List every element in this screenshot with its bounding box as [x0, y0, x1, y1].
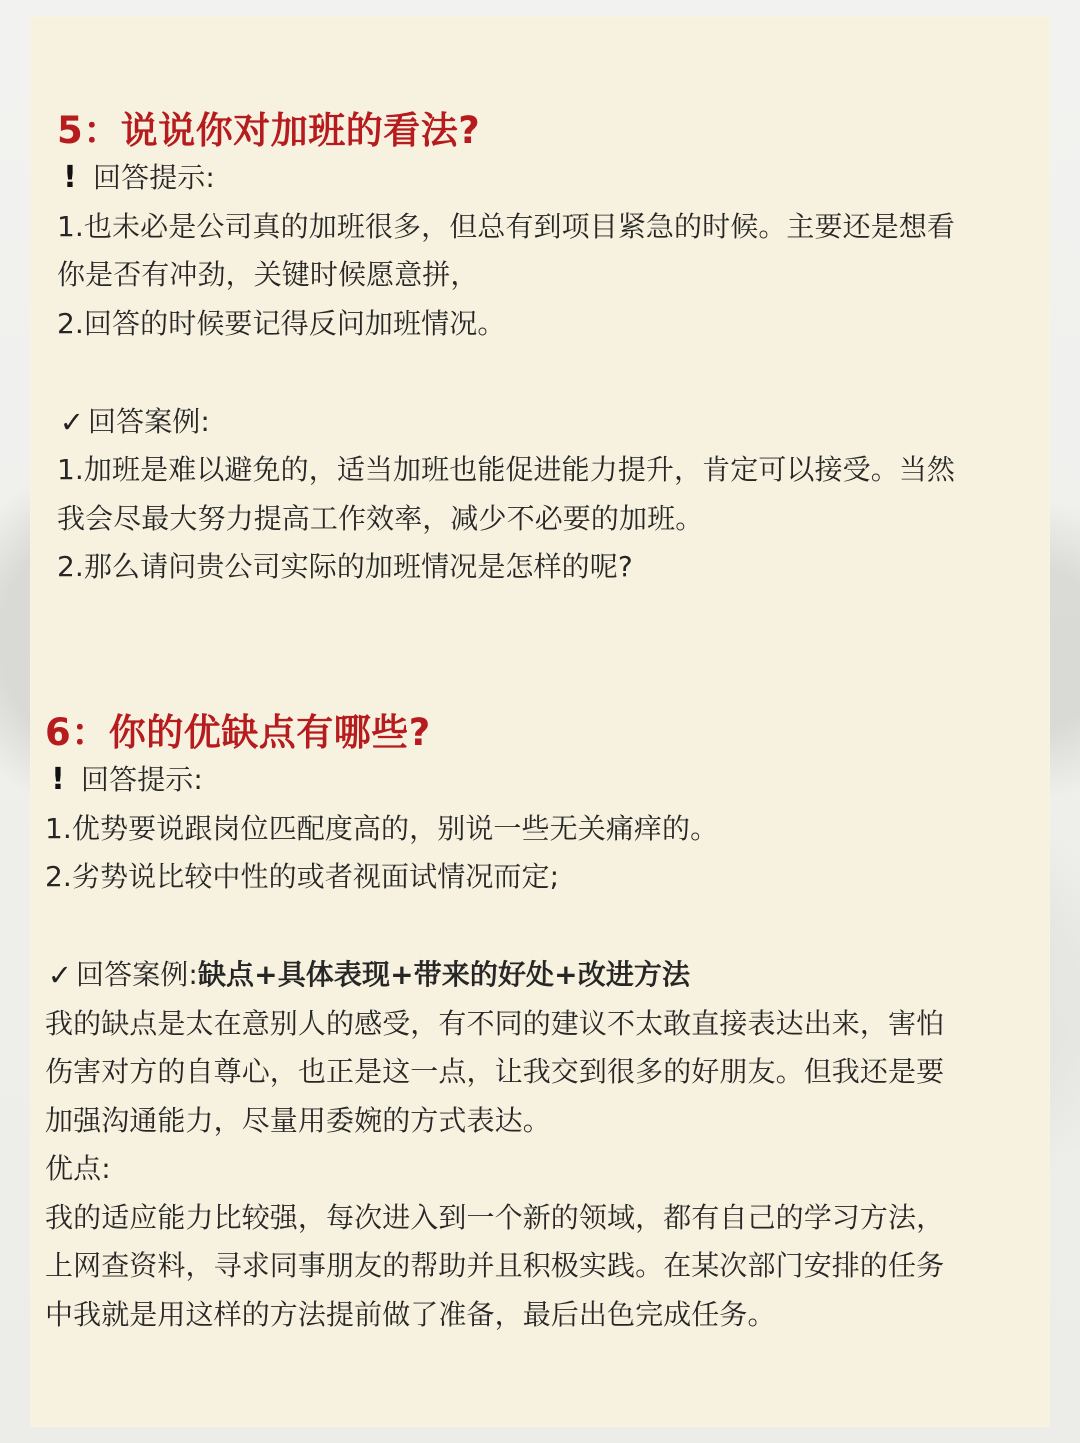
question-5-example-line-1: 1.加班是难以避免的，适当加班也能促进能力提升，肯定可以接受。当然 — [57, 453, 956, 486]
question-5-hint-label: 回答提示: — [93, 161, 215, 194]
checkmark-icon: ✓ — [47, 958, 73, 992]
question-6-section — [30, 710, 1050, 1339]
question-6-advantage-line-2: 上网查资料，寻求同事朋友的帮助并且积极实践。在某次部门安排的任务 — [45, 1249, 945, 1282]
question-6-hint-label: 回答提示: — [81, 763, 203, 796]
exclamation-icon: ! — [63, 160, 77, 195]
question-5-gap — [30, 348, 1050, 397]
question-6-weakness-line-1: 我的缺点是太在意别人的感受，有不同的建议不太敢直接表达出来，害怕 — [45, 1006, 945, 1040]
question-6-advantage-line-3: 中我就是用这样的方法提前做了准备，最后出色完成任务。 — [45, 1297, 776, 1331]
exclamation-icon: ! — [51, 762, 65, 797]
question-5-hint-label-row — [30, 154, 1050, 203]
question-6-weakness-line-2: 伤害对方的自尊心，也正是这一点，让我交到很多的好朋友。但我还是要 — [45, 1055, 945, 1088]
question-5-example-label-row — [30, 397, 1050, 447]
question-5-hint-line-1: 1.也未必是公司真的加班很多，但总有到项目紧急的时候。主要还是想看 — [57, 209, 956, 243]
content-card — [30, 16, 1050, 1427]
question-5-hint-line-3: 2.回答的时候要记得反问加班情况。 — [57, 306, 506, 340]
question-6-weakness-line-3: 加强沟通能力，尽量用委婉的方式表达。 — [45, 1103, 551, 1137]
question-6-example-label: 回答案例: — [76, 958, 198, 991]
checkmark-icon: ✓ — [59, 404, 85, 439]
question-6-example-strong: 缺点+具体表现+带来的好处+改进方法 — [197, 958, 691, 991]
question-6-advantage-line-1: 我的适应能力比较强，每次进入到一个新的领域，都有自己的学习方法， — [45, 1200, 945, 1234]
question-6-gap — [30, 902, 1050, 951]
question-6-advantage-label: 优点: — [45, 1152, 111, 1185]
question-5-example-line-3: 2.那么请问贵公司实际的加班情况是怎样的呢? — [57, 550, 633, 583]
question-5-section — [30, 108, 1050, 592]
question-5-title: 5：说说你对加班的看法? — [57, 109, 481, 152]
question-6-hint-line-1: 1.优势要说跟岗位匹配度高的，别说一些无关痛痒的。 — [45, 811, 719, 845]
question-6-title: 6：你的优缺点有哪些? — [45, 711, 431, 754]
question-6-example-label-row — [30, 950, 1050, 1000]
question-6-hint-label-row — [30, 756, 1050, 805]
question-5-example-label: 回答案例: — [88, 404, 210, 438]
question-5-example-line-2: 我会尽最大努力提高工作效率，减少不必要的加班。 — [57, 501, 704, 535]
question-6-hint-line-2: 2.劣势说比较中性的或者视面试情况而定; — [45, 860, 560, 893]
question-5-hint-line-2: 你是否有冲劲，关键时候愿意拼， — [57, 258, 479, 291]
